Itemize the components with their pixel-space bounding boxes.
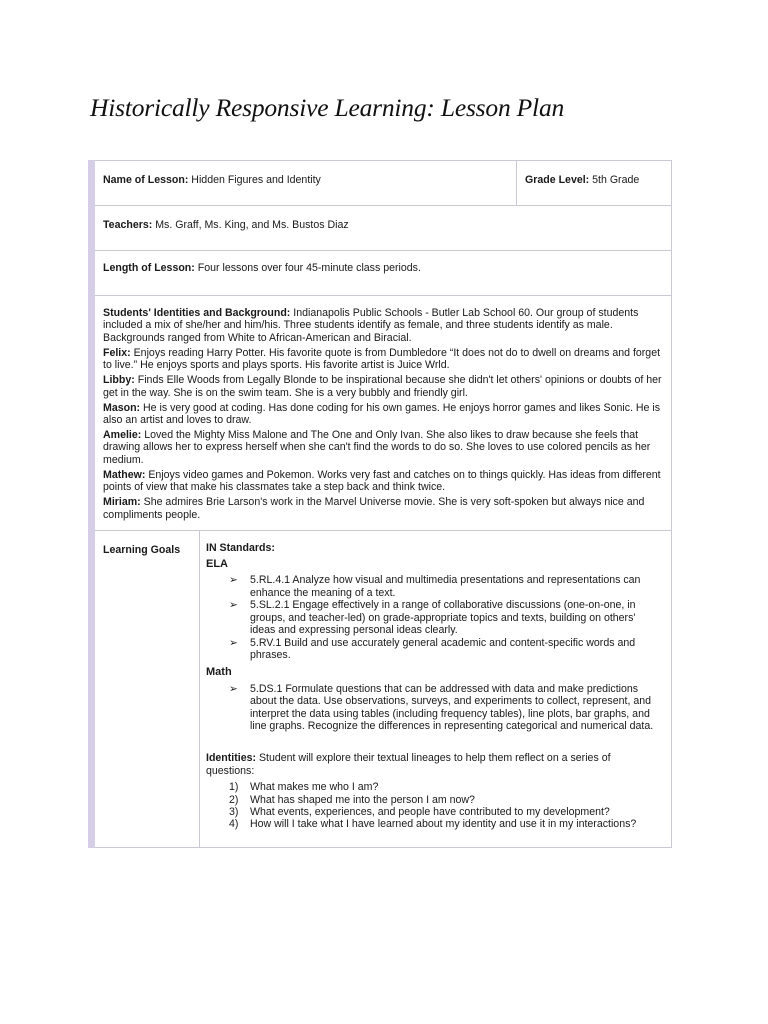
math-heading: Math: [206, 666, 232, 679]
students-intro: [103, 307, 663, 344]
student-description: Loved the Mighty Miss Malone and The One and Only Ivan. She also likes to draw because she feels that drawing allows her to express herself when she can't find the words to do so. She loves to use colored pencils as her medium.: [103, 429, 651, 466]
students-intro-label: Students' Identities and Background:: [103, 307, 291, 319]
student-description: She admires Brie Larson's work in the Marvel Universe movie. She is very soft-spoken but always nice and compliments people.: [103, 496, 645, 521]
list-item: [229, 637, 661, 662]
grade-level-cell: [517, 161, 672, 206]
student-name: Mathew:: [103, 468, 146, 481]
list-item: [229, 781, 661, 793]
learning-goals-label-cell: [92, 530, 200, 847]
question-text: What has shaped me into the person I am now?: [250, 793, 475, 806]
identities-text: Student will explore their textual lineages to help them reflect on a series of questions:: [206, 752, 611, 777]
list-item: [229, 683, 661, 733]
arrow-bullet-icon: ➢: [229, 636, 238, 649]
student-profile: [103, 429, 663, 466]
identities-paragraph: [206, 752, 661, 777]
question-number: 3): [229, 805, 239, 818]
arrow-bullet-icon: ➢: [229, 599, 238, 612]
grade-level-label: Grade Level:: [525, 174, 590, 186]
ela-heading: ELA: [206, 558, 228, 571]
list-item: [229, 599, 661, 636]
identity-questions-list: [206, 781, 661, 841]
lesson-length-row: [92, 251, 672, 296]
standard-text: 5.RL.4.1 Analyze how visual and multimedia presentations and representations can enhance the meaning of a text.: [250, 574, 641, 599]
student-profile: [103, 347, 663, 372]
lesson-length-value: Four lessons over four 45-minute class periods.: [194, 262, 421, 274]
student-name: Libby:: [103, 374, 135, 387]
lesson-name-value: Hidden Figures and Identity: [188, 174, 321, 186]
list-item: [229, 818, 661, 830]
lesson-name-row: [92, 161, 672, 206]
question-number: 1): [229, 781, 239, 794]
standard-text: 5.DS.1 Formulate questions that can be addressed with data and make predictions about the data. Use observations, surveys, and experiments to collect, represent, and interpret the data using tables (including frequency tables), line plots, bar graphs, and line graphs. Recognize the differences in representing categorical and numerical data.: [250, 682, 654, 732]
question-text: What events, experiences, and people have contributed to my development?: [250, 805, 610, 818]
teachers-label: Teachers:: [103, 219, 153, 231]
lesson-plan-table: [88, 160, 672, 848]
standard-text: 5.SL.2.1 Engage effectively in a range of collaborative discussions (one-on-one, in groups, and teacher-led) on grade-appropriate topics and texts, building on others' ideas and expressing personal ideas clearly.: [250, 599, 636, 637]
student-description: He is very good at coding. Has done coding for his own games. He enjoys horror games and likes Sonic. He is also an artist and loves to draw.: [103, 401, 661, 427]
grade-level-value: 5th Grade: [589, 174, 640, 186]
standard-text: 5.RV.1 Build and use accurately general academic and content-specific words and phrases.: [250, 636, 636, 661]
student-name: Mason:: [103, 401, 141, 414]
student-profile: [103, 374, 663, 399]
question-number: 2): [229, 793, 239, 806]
list-item: [229, 794, 661, 806]
student-name: Felix:: [103, 346, 131, 359]
student-profile: [103, 402, 663, 427]
teachers-cell: [92, 206, 672, 251]
learning-goals-row: [92, 530, 672, 847]
identities-label: Identities:: [206, 752, 257, 765]
question-number: 4): [229, 818, 239, 831]
ela-standards-list: [206, 574, 661, 661]
student-name: Miriam:: [103, 496, 141, 509]
lesson-name-cell: [92, 161, 517, 206]
teachers-value: Ms. Graff, Ms. King, and Ms. Bustos Diaz: [152, 219, 349, 231]
lesson-length-label: Length of Lesson:: [103, 262, 195, 274]
learning-goals-label: Learning Goals: [103, 543, 181, 556]
lesson-name-label: Name of Lesson:: [103, 174, 189, 186]
students-intro-text: Indianapolis Public Schools - Butler Lab School 60. Our group of students included a mix of she/her and him/his. Three students identify as female, and three students identify as male. Backgrounds ranged from White to African-American and Biracial.: [103, 307, 639, 344]
student-description: Enjoys video games and Pokemon. Works very fast and catches on to things quickly. Has ideas from different points of view that make his classmates take a step back and think twice.: [103, 468, 661, 494]
standards-heading: IN Standards:: [206, 541, 275, 554]
arrow-bullet-icon: ➢: [229, 682, 238, 695]
student-description: Enjoys reading Harry Potter. His favorite quote is from Dumbledore “It does not do to dwell on dreams and forget to live.” He enjoys sports and plays sports. His favorite artist is Juice Wrld.: [103, 346, 661, 372]
student-name: Amelie:: [103, 429, 142, 442]
math-standards-list: [206, 683, 661, 733]
list-item: [229, 574, 661, 599]
students-row: [92, 296, 672, 531]
student-description: Finds Elle Woods from Legally Blonde to be inspirational because she didn't let others' opinions or doubts of her get in the way. She is on the swim team. She is a very bubbly and friendly girl.: [103, 374, 662, 399]
learning-goals-cell: [200, 530, 672, 847]
arrow-bullet-icon: ➢: [229, 574, 238, 587]
student-profile: [103, 469, 663, 494]
question-text: How will I take what I have learned about my identity and use it in my interactions?: [250, 818, 637, 831]
list-item: [229, 806, 661, 818]
question-text: What makes me who I am?: [250, 781, 379, 794]
students-cell: [92, 296, 672, 531]
teachers-row: [92, 206, 672, 251]
page-title: Historically Responsive Learning: Lesson Plan: [90, 93, 565, 122]
student-profile: [103, 496, 663, 521]
lesson-length-cell: [92, 251, 672, 296]
